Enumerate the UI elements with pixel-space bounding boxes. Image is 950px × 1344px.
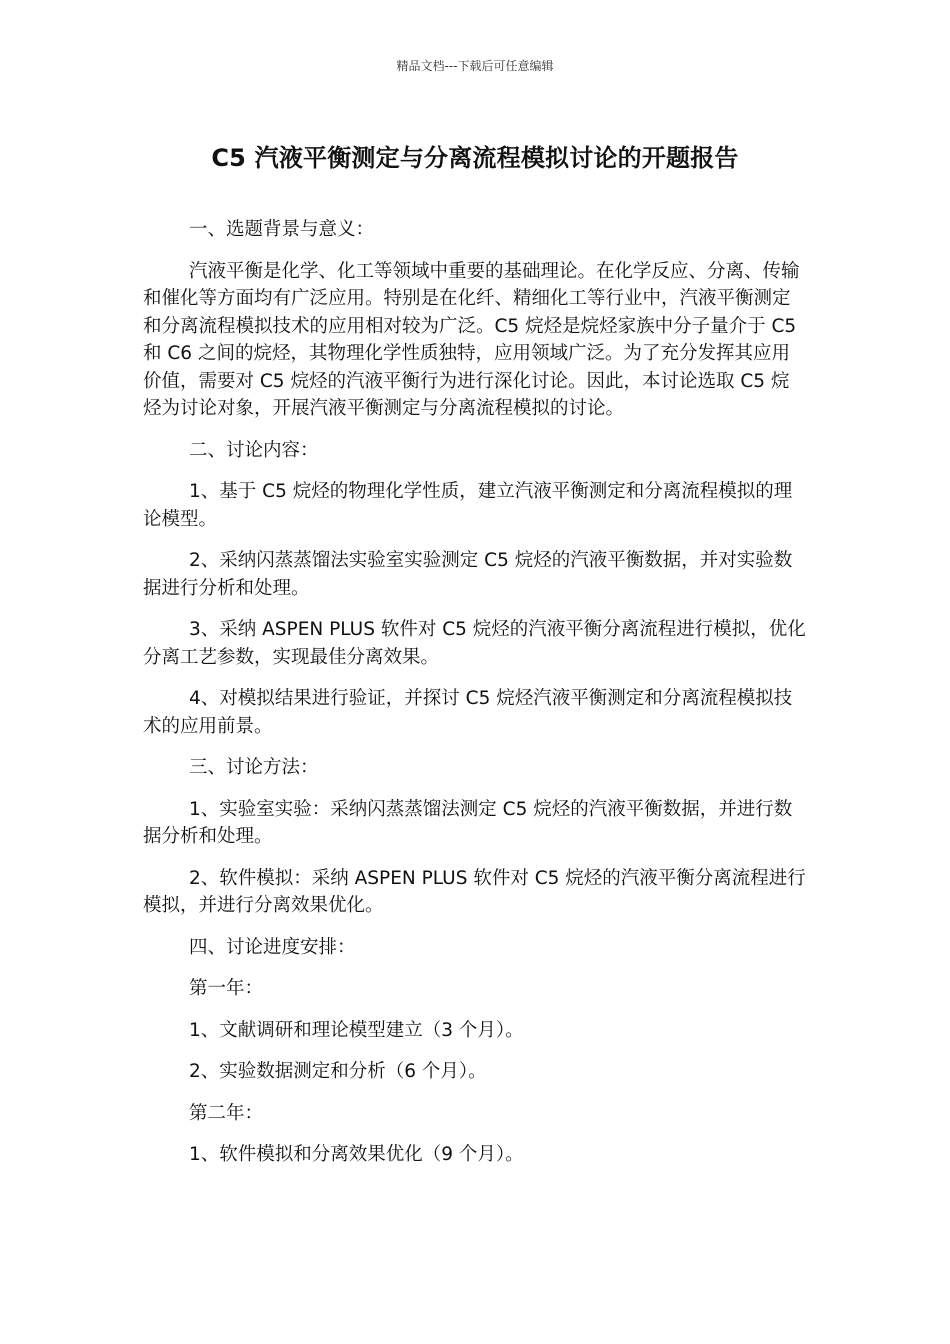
page-header: 精品文档---下载后可任意编辑: [396, 59, 554, 73]
schedule-item: 1、文献调研和理论模型建立（3 个月）。: [189, 1019, 524, 1041]
section-heading-methods: 三、讨论方法：: [189, 757, 319, 778]
section-heading-schedule: 四、讨论进度安排：: [189, 936, 356, 958]
content-item-1: 1、基于 C5 烷烃的物理化学性质，建立汽液平衡测定和分离流程模拟的理论模型。: [143, 481, 793, 530]
document-title: C5 汽液平衡测定与分离流程模拟讨论的开题报告: [211, 144, 739, 172]
method-item-1: 1、实验室实验：采纳闪蒸蒸馏法测定 C5 烷烃的汽液平衡数据，并进行数据分析和处理。: [143, 798, 793, 847]
section-heading-content: 二、讨论内容：: [189, 439, 319, 461]
schedule-year-1: 第一年：: [189, 978, 264, 999]
method-item-2: 2、软件模拟：采纳 ASPEN PLUS 软件对 C5 烷烃的汽液平衡分离流程进行模拟，并进行分离效果优化。: [143, 867, 806, 916]
document-body: [143, 216, 807, 1183]
schedule-item: 2、实验数据测定和分析（6 个月）。: [189, 1061, 487, 1082]
content-item-2: 2、采纳闪蒸蒸馏法实验室实验测定 C5 烷烃的汽液平衡数据，并对实验数据进行分析和处理。: [143, 550, 793, 599]
schedule-item: 1、软件模拟和分离效果优化（9 个月）。: [189, 1144, 524, 1165]
section-heading-background: 一、选题背景与意义：: [189, 219, 375, 240]
paragraph-background: 汽液平衡是化学、化工等领域中重要的基础理论。在化学反应、分离、传输和催化等方面均有广泛应用。特别是在化纤、精细化工等行业中，汽液平衡测定和分离流程模拟技术的应用相对较为广泛。C5 烷烃是烷烃家族中分子量介于 C5 和 C6 之间的烷烃，其物理化学性质独特，应用领域广泛。为了充分发挥其应用价值，需要对 C5 烷烃的汽液平衡行为进行深化讨论。因此，本讨论选取 C5 烷烃为讨论对象，开展汽液平衡测定与分离流程模拟的讨论。: [143, 260, 800, 419]
content-item-4: 4、对模拟结果进行验证，并探讨 C5 烷烃汽液平衡测定和分离流程模拟技术的应用前景。: [143, 688, 793, 737]
schedule-year-2: 第二年：: [189, 1102, 264, 1124]
content-item-3: 3、采纳 ASPEN PLUS 软件对 C5 烷烃的汽液平衡分离流程进行模拟，优化分离工艺参数，实现最佳分离效果。: [143, 619, 806, 668]
